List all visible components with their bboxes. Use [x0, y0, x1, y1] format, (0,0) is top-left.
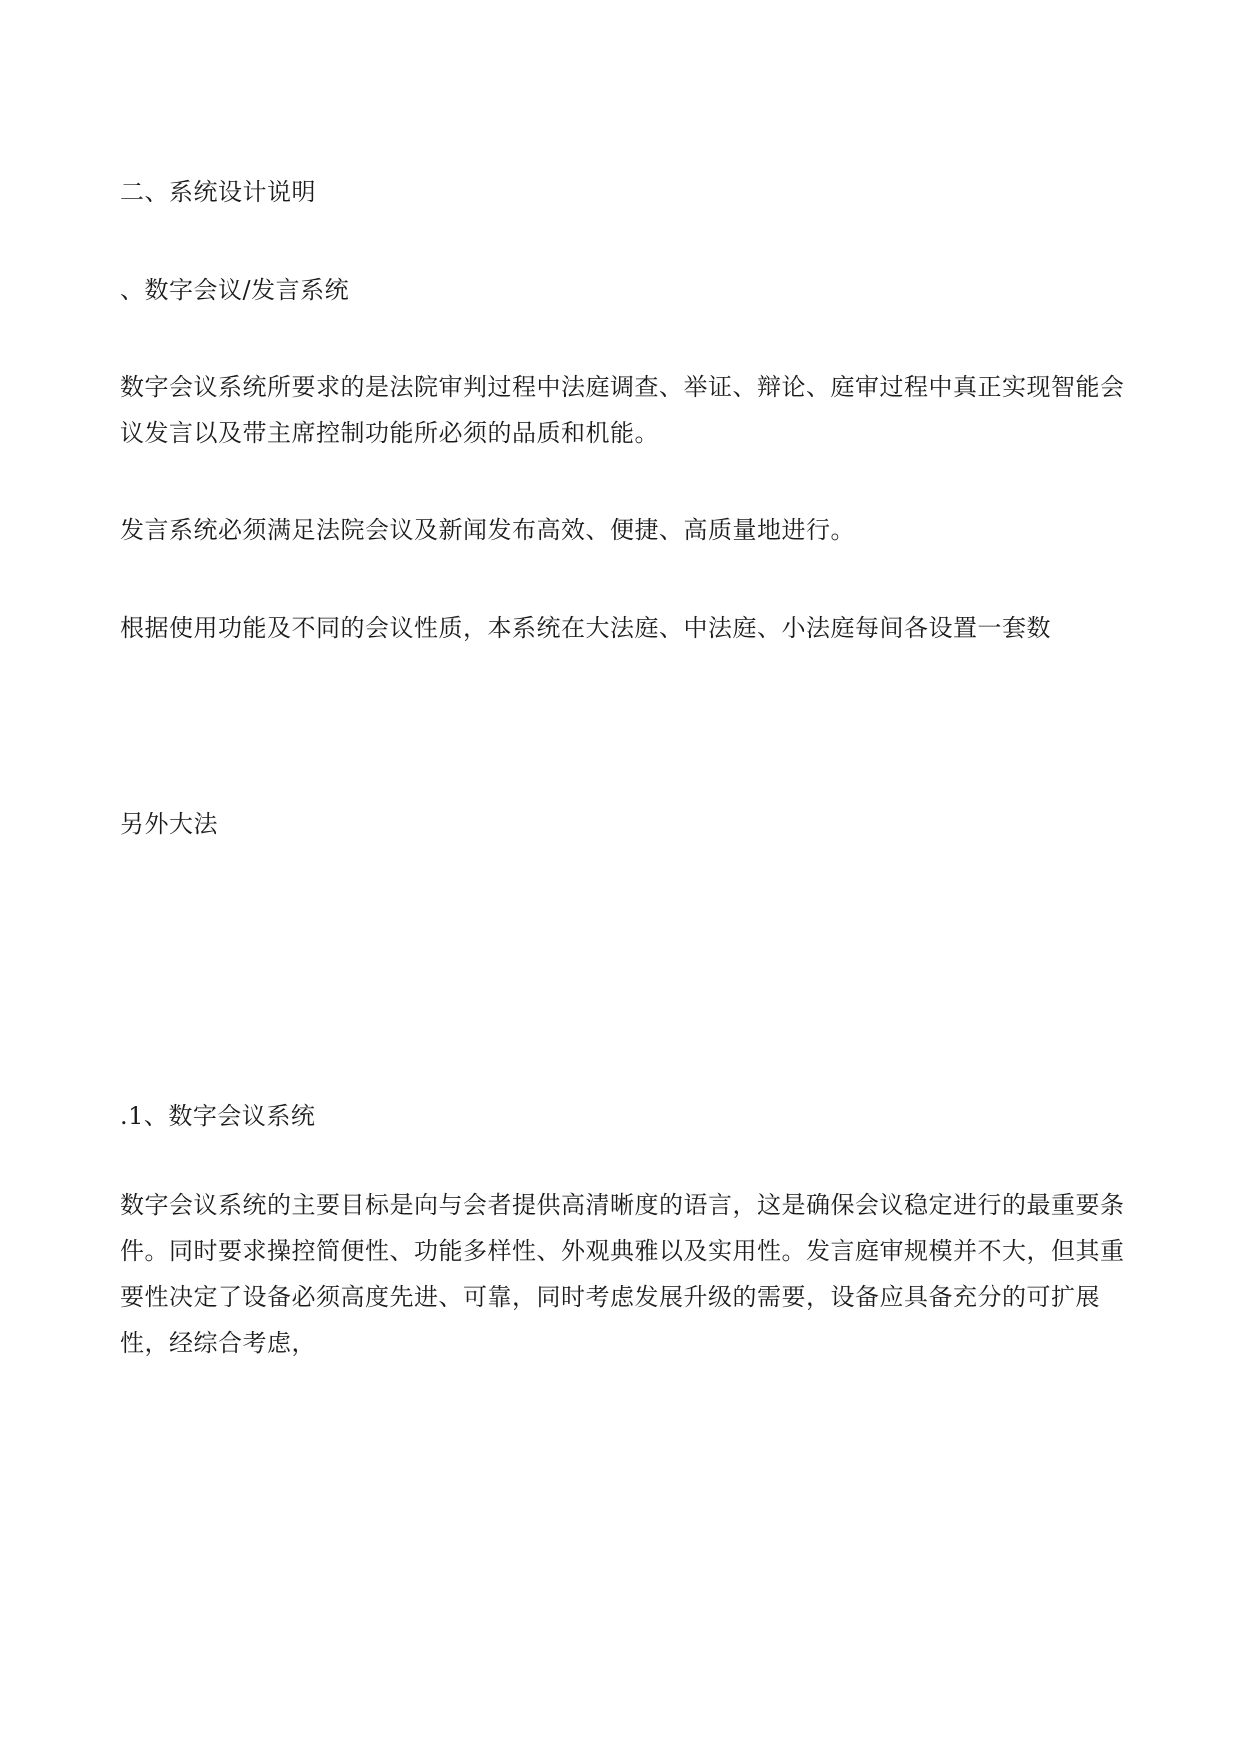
subsection-heading: 、数字会议/发言系统	[120, 276, 350, 304]
body-paragraph-3: 根据使用功能及不同的会议性质，本系统在大法庭、中法庭、小法庭每间各设置一套数	[120, 614, 1051, 642]
body-paragraph-4: 数字会议系统的主要目标是向与会者提供高清晰度的语言，这是确保会议稳定进行的最重要条件。同时要求操控简便性、功能多样性、外观典雅以及实用性。发言庭审规模并不大，但其重要性决定了设备必须高度先进、可靠，同时考虑发展升级的需要，设备应具备充分的可扩展性，经综合考虑，	[120, 1191, 1125, 1357]
subsubsection-heading: .1、数字会议系统	[120, 1102, 316, 1130]
body-paragraph-2: 发言系统必须满足法院会议及新闻发布高效、便捷、高质量地进行。	[120, 516, 855, 544]
section-heading: 二、系统设计说明	[120, 178, 316, 206]
body-fragment: 另外大法	[120, 810, 218, 838]
body-paragraph-1: 数字会议系统所要求的是法院审判过程中法庭调查、举证、辩论、庭审过程中真正实现智能会议发言以及带主席控制功能所必须的品质和机能。	[120, 373, 1125, 447]
